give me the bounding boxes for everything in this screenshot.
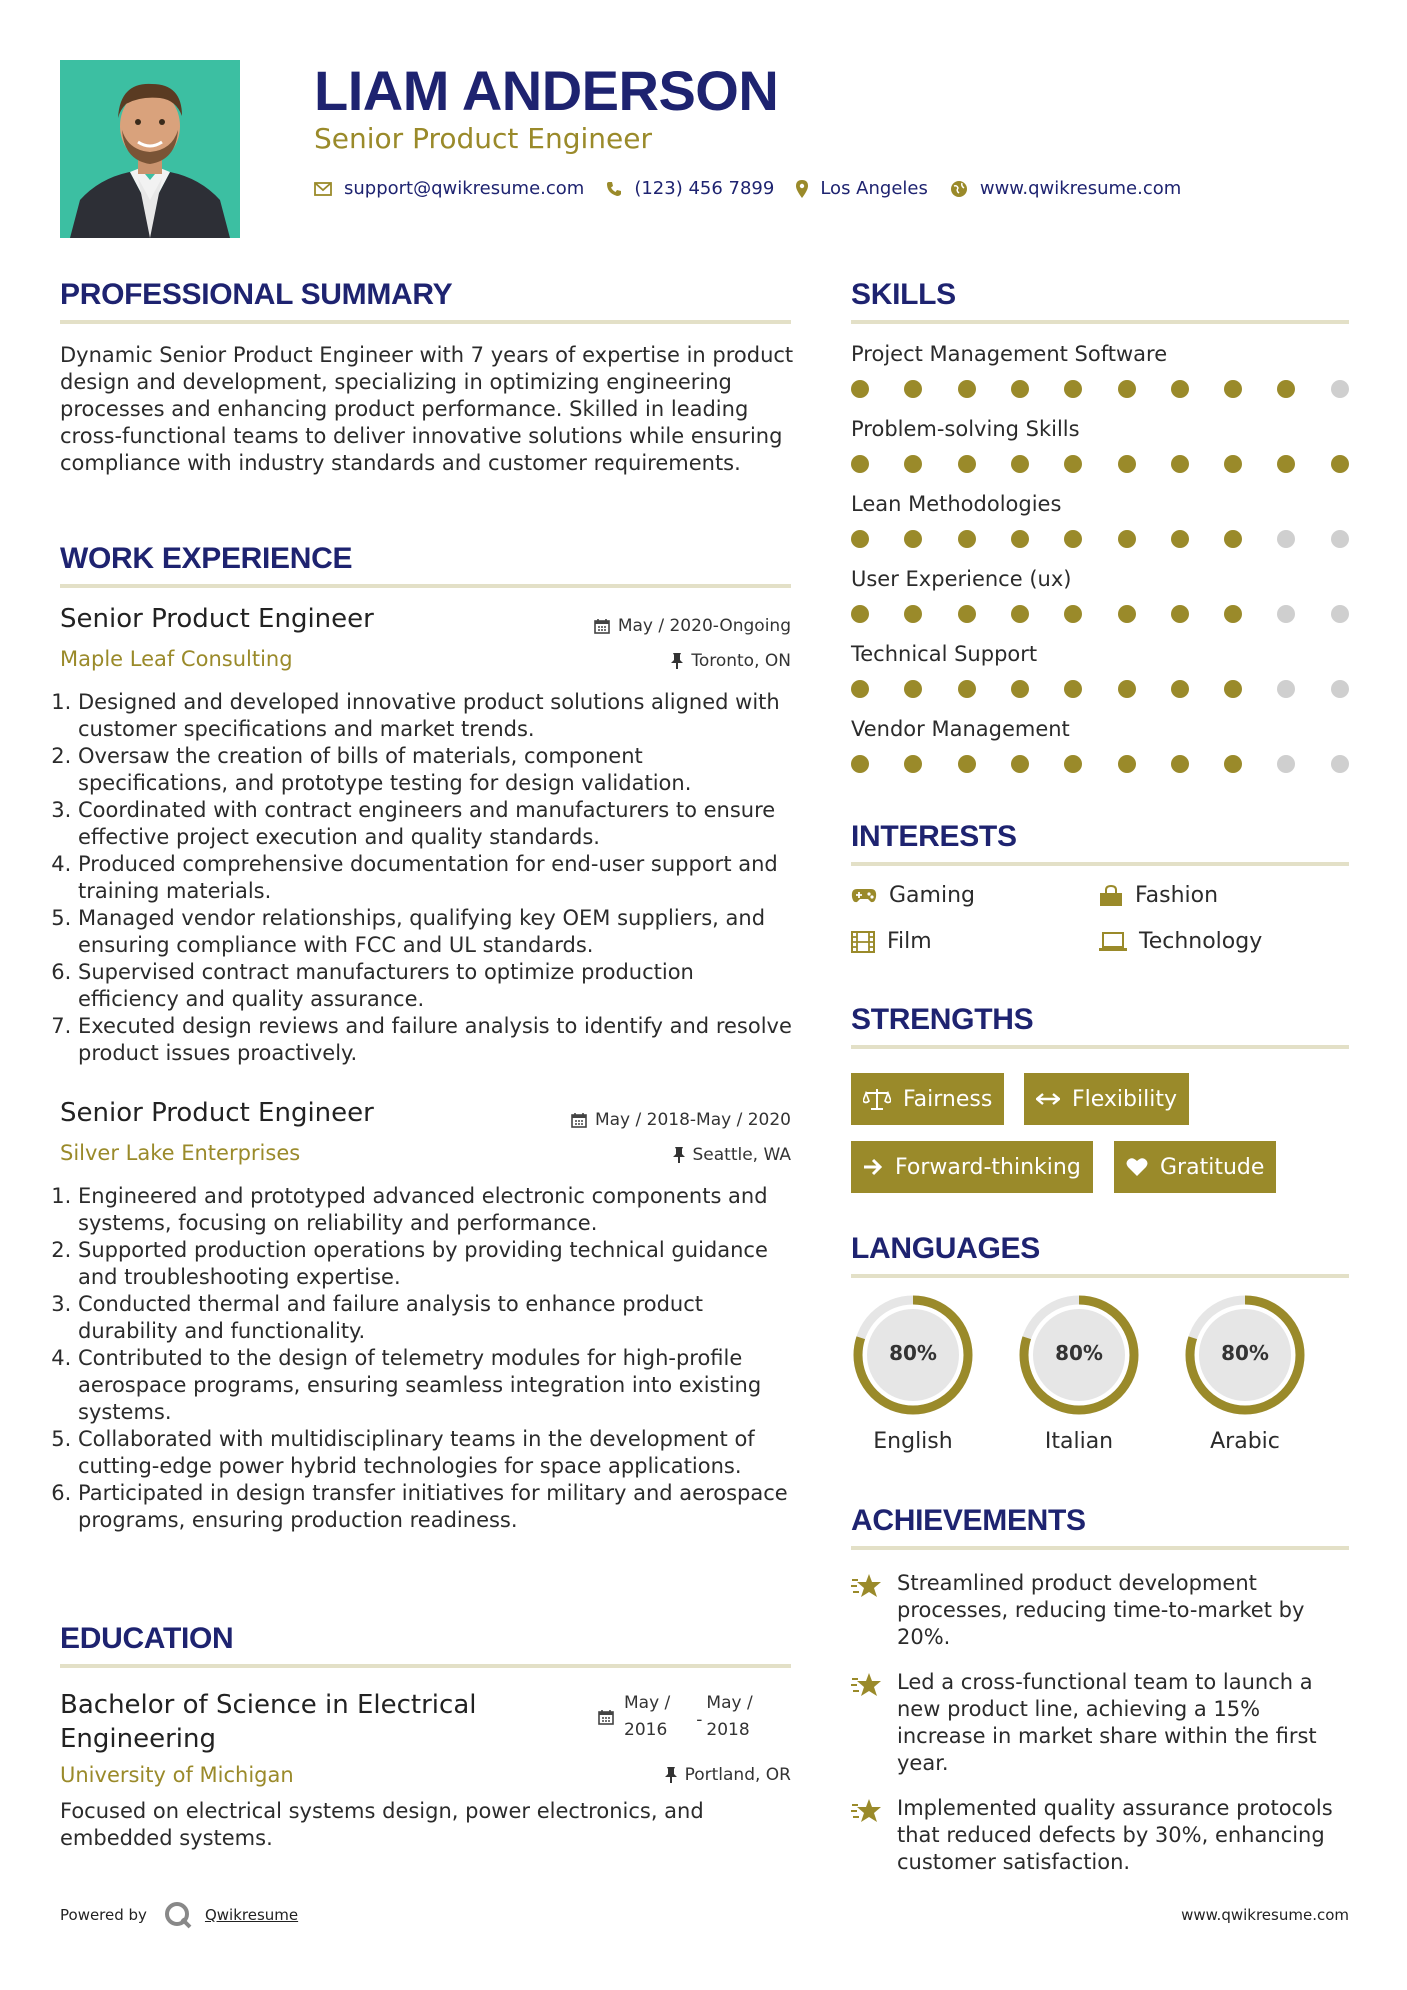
strength-label: Forward-thinking <box>895 1154 1081 1180</box>
star-icon <box>851 1797 883 1825</box>
interest-label: Film <box>887 929 932 954</box>
phone-text: (123) 456 7899 <box>634 178 775 199</box>
pushpin-icon <box>671 653 683 669</box>
contact-bar <box>314 178 1203 199</box>
rating-dot-empty <box>1277 680 1295 698</box>
achievement-text: Streamlined product development processes, reducing time-to-market by 20%. <box>897 1571 1305 1649</box>
rating-dot-filled <box>958 755 976 773</box>
strength-tag <box>851 1073 1004 1125</box>
summary-divider <box>60 320 791 324</box>
skills-divider <box>851 320 1349 324</box>
rating-dot-filled <box>851 455 869 473</box>
strength-tag <box>1024 1073 1189 1125</box>
rating-dot-empty <box>1331 530 1349 548</box>
achievements-heading: ACHIEVEMENTS <box>851 1504 1086 1537</box>
achievement-text: Implemented quality assurance protocols that reduced defects by 30%, enhancing customer satisfaction. <box>897 1796 1333 1874</box>
rating-dot-empty <box>1277 605 1295 623</box>
rating-dot-filled <box>958 455 976 473</box>
experience-heading: WORK EXPERIENCE <box>60 542 353 575</box>
languages-heading: LANGUAGES <box>851 1232 1040 1265</box>
contact-email[interactable] <box>314 178 584 199</box>
rating-dot-filled <box>851 755 869 773</box>
interest-item <box>1099 883 1218 908</box>
achievement-text: Led a cross-functional team to launch a new product line, achieving a 15% increase in market share within the first year. <box>897 1670 1317 1775</box>
rating-dot-empty <box>1331 380 1349 398</box>
skill-rating <box>851 455 1349 475</box>
interests-heading: INTERESTS <box>851 820 1017 853</box>
rating-dot-filled <box>1224 605 1242 623</box>
rating-dot-filled <box>904 755 922 773</box>
rating-dot-filled <box>1277 380 1295 398</box>
rating-dot-filled <box>1118 605 1136 623</box>
calendar-icon <box>571 1112 587 1128</box>
balance-scale-icon <box>863 1087 891 1111</box>
skill-name: Problem-solving Skills <box>851 417 1080 441</box>
rating-dot-filled <box>904 605 922 623</box>
pushpin-icon <box>673 1147 685 1163</box>
list-item: 2. Supported production operations by providing technical guidance and troubleshooting expertise. <box>78 1237 795 1291</box>
skill-name: Technical Support <box>851 642 1038 666</box>
skill-name: Lean Methodologies <box>851 492 1062 516</box>
rating-dot-filled <box>1064 530 1082 548</box>
list-item: 5. Managed vendor relationships, qualifying key OEM suppliers, and ensuring compliance with FCC and UL standards. <box>78 905 795 959</box>
job-duties-list <box>50 689 795 1067</box>
job-location-text: Seattle, WA <box>692 1145 791 1165</box>
degree-line: Bachelor of Science in Electrical <box>60 1690 477 1720</box>
rating-dot-empty <box>1331 680 1349 698</box>
rating-dot-filled <box>1118 530 1136 548</box>
star-icon <box>851 1572 883 1600</box>
candidate-name: LIAM ANDERSON <box>314 59 779 122</box>
footer-powered-by <box>60 1900 298 1930</box>
phone-icon <box>606 181 622 197</box>
education-location <box>665 1765 791 1785</box>
skill-rating <box>851 605 1349 625</box>
website-text: www.qwikresume.com <box>979 178 1182 199</box>
strength-label: Fairness <box>903 1086 993 1112</box>
achievement-item <box>851 1669 1351 1777</box>
job-dates-text: May / 2018-May / 2020 <box>594 1110 791 1130</box>
list-item: 3. Conducted thermal and failure analysis to enhance product durability and functionality. <box>78 1291 795 1345</box>
rating-dot-filled <box>1064 680 1082 698</box>
arrow-right-icon <box>863 1158 883 1176</box>
rating-dot-filled <box>1011 530 1029 548</box>
interests-divider <box>851 862 1349 866</box>
interest-item <box>851 929 932 954</box>
strengths-heading: STRENGTHS <box>851 1003 1034 1036</box>
laptop-icon <box>1099 932 1127 952</box>
education-location-text: Portland, OR <box>684 1765 791 1785</box>
calendar-icon <box>598 1709 614 1725</box>
school-name: University of Michigan <box>60 1763 294 1787</box>
footer-website[interactable]: www.qwikresume.com <box>1181 1906 1349 1924</box>
interest-label: Gaming <box>889 883 975 908</box>
rating-dot-empty <box>1331 755 1349 773</box>
list-item: 6. Participated in design transfer initiatives for military and aerospace programs, ensuring production readiness. <box>78 1480 795 1534</box>
rating-dot-empty <box>1331 605 1349 623</box>
list-item: 2. Oversaw the creation of bills of materials, component specifications, and prototype testing for design validation. <box>78 743 795 797</box>
rating-dot-filled <box>1224 530 1242 548</box>
location-text: Los Angeles <box>820 178 928 199</box>
interest-label: Technology <box>1139 929 1263 954</box>
rating-dot-empty <box>1277 530 1295 548</box>
rating-dot-filled <box>1064 455 1082 473</box>
rating-dot-filled <box>851 380 869 398</box>
rating-dot-filled <box>851 680 869 698</box>
rating-dot-filled <box>1224 455 1242 473</box>
contact-phone[interactable] <box>606 178 774 199</box>
job-dates <box>571 1110 791 1130</box>
start-year: 2016 <box>624 1720 668 1740</box>
start-month: May / <box>624 1693 671 1713</box>
rating-dot-filled <box>904 530 922 548</box>
list-item: 1. Designed and developed innovative product solutions aligned with customer specifications and market trends. <box>78 689 795 743</box>
languages-divider <box>851 1274 1349 1278</box>
strengths-divider <box>851 1045 1349 1049</box>
achievement-item <box>851 1795 1351 1876</box>
rating-dot-filled <box>1224 755 1242 773</box>
end-year: 2018 <box>706 1720 750 1740</box>
strength-tag <box>851 1141 1093 1193</box>
rating-dot-filled <box>904 455 922 473</box>
job-title: Senior Product Engineer <box>60 604 374 634</box>
rating-dot-filled <box>1064 605 1082 623</box>
job-title: Senior Product Engineer <box>60 1098 374 1128</box>
strength-tag <box>1114 1141 1276 1193</box>
strength-label: Flexibility <box>1072 1086 1177 1112</box>
job-company: Maple Leaf Consulting <box>60 647 293 671</box>
experience-divider <box>60 584 791 588</box>
job-duties-list <box>50 1183 795 1534</box>
interest-item <box>1099 929 1262 954</box>
job-dates <box>594 616 791 636</box>
language-name: Arabic <box>1210 1429 1280 1454</box>
rating-dot-filled <box>1171 455 1189 473</box>
summary-text: Dynamic Senior Product Engineer with 7 years of expertise in product design and development, specializing in optimizing engineering processes and enhancing product performance. Skilled in leading cross-functional teams to deliver innovative solutions while ensuring compliance with industry standards and customer requirements. <box>60 343 794 475</box>
rating-dot-filled <box>1118 455 1136 473</box>
profile-photo <box>60 60 240 238</box>
calendar-icon <box>594 618 610 634</box>
rating-dot-filled <box>904 380 922 398</box>
rating-dot-filled <box>1011 455 1029 473</box>
education-description: Focused on electrical systems design, power electronics, and embedded systems. <box>60 1799 704 1850</box>
language-percent: 80% <box>1221 1341 1269 1365</box>
rating-dot-filled <box>1277 455 1295 473</box>
qwikresume-logo-icon <box>163 1900 193 1930</box>
achievements-divider <box>851 1546 1349 1550</box>
education-dates <box>598 1690 753 1744</box>
strength-label: Gratitude <box>1160 1154 1265 1180</box>
skill-rating <box>851 530 1349 550</box>
rating-dot-filled <box>851 530 869 548</box>
bag-icon <box>1099 885 1123 907</box>
rating-dot-filled <box>958 380 976 398</box>
envelope-icon <box>314 182 332 196</box>
end-month: May / <box>706 1693 753 1713</box>
rating-dot-filled <box>1224 680 1242 698</box>
education-divider <box>60 1664 791 1668</box>
pushpin-icon <box>665 1767 677 1783</box>
email-text: support@qwikresume.com <box>344 178 585 199</box>
job-location <box>673 1145 792 1165</box>
rating-dot-empty <box>1277 755 1295 773</box>
rating-dot-filled <box>1011 605 1029 623</box>
skill-rating <box>851 680 1349 700</box>
rating-dot-filled <box>1118 680 1136 698</box>
qwikresume-link[interactable]: Qwikresume <box>204 1906 299 1924</box>
contact-location <box>796 178 928 199</box>
date-separator: - <box>696 1710 703 1730</box>
rating-dot-filled <box>851 605 869 623</box>
skill-name: User Experience (ux) <box>851 567 1072 591</box>
map-pin-icon <box>796 180 808 198</box>
gamepad-icon <box>851 888 877 904</box>
globe-icon <box>950 180 968 198</box>
skill-name: Vendor Management <box>851 717 1070 741</box>
language-name: Italian <box>1044 1429 1114 1454</box>
rating-dot-filled <box>1064 380 1082 398</box>
rating-dot-filled <box>1011 380 1029 398</box>
language-name: English <box>873 1429 953 1454</box>
interest-label: Fashion <box>1135 883 1219 908</box>
rating-dot-filled <box>1171 605 1189 623</box>
skills-heading: SKILLS <box>851 278 956 311</box>
list-item: 7. Executed design reviews and failure analysis to identify and resolve product issues proactively. <box>78 1013 795 1067</box>
rating-dot-filled <box>1171 530 1189 548</box>
rating-dot-filled <box>1171 680 1189 698</box>
film-icon <box>851 931 875 953</box>
list-item: 5. Collaborated with multidisciplinary teams in the development of cutting-edge power hybrid technologies for space applications. <box>78 1426 795 1480</box>
summary-heading: PROFESSIONAL SUMMARY <box>60 278 453 311</box>
job-location <box>671 651 791 671</box>
achievement-item <box>851 1570 1351 1651</box>
list-item: 3. Coordinated with contract engineers and manufacturers to ensure effective project execution and quality standards. <box>78 797 795 851</box>
candidate-title: Senior Product Engineer <box>314 122 652 155</box>
rating-dot-filled <box>1331 455 1349 473</box>
rating-dot-filled <box>1064 755 1082 773</box>
heart-icon <box>1126 1157 1148 1177</box>
degree-line: Engineering <box>60 1724 216 1754</box>
job-company: Silver Lake Enterprises <box>60 1141 301 1165</box>
rating-dot-filled <box>1118 755 1136 773</box>
skill-name: Project Management Software <box>851 342 1168 366</box>
star-icon <box>851 1671 883 1699</box>
skill-rating <box>851 380 1349 400</box>
rating-dot-filled <box>1118 380 1136 398</box>
job-dates-text: May / 2020-Ongoing <box>617 616 791 636</box>
job-location-text: Toronto, ON <box>691 651 791 671</box>
skill-rating <box>851 755 1349 775</box>
rating-dot-filled <box>904 680 922 698</box>
powered-by-text: Powered by <box>60 1906 147 1924</box>
list-item: 1. Engineered and prototyped advanced electronic components and systems, focusing on reliability and performance. <box>78 1183 795 1237</box>
language-percent: 80% <box>889 1341 937 1365</box>
contact-website[interactable] <box>950 178 1181 199</box>
interest-item <box>851 883 975 908</box>
list-item: 4. Contributed to the design of telemetry modules for high-profile aerospace programs, ensuring seamless integration into existing systems. <box>78 1345 795 1426</box>
list-item: 6. Supervised contract manufacturers to optimize production efficiency and quality assurance. <box>78 959 795 1013</box>
rating-dot-filled <box>1011 680 1029 698</box>
education-heading: EDUCATION <box>60 1622 234 1655</box>
arrows-horizontal-icon <box>1036 1092 1060 1106</box>
rating-dot-filled <box>1011 755 1029 773</box>
rating-dot-filled <box>958 680 976 698</box>
degree-title <box>60 1688 476 1756</box>
rating-dot-filled <box>958 530 976 548</box>
rating-dot-filled <box>1171 755 1189 773</box>
language-percent: 80% <box>1055 1341 1103 1365</box>
rating-dot-filled <box>958 605 976 623</box>
rating-dot-filled <box>1224 380 1242 398</box>
list-item: 4. Produced comprehensive documentation for end-user support and training materials. <box>78 851 795 905</box>
rating-dot-filled <box>1171 380 1189 398</box>
